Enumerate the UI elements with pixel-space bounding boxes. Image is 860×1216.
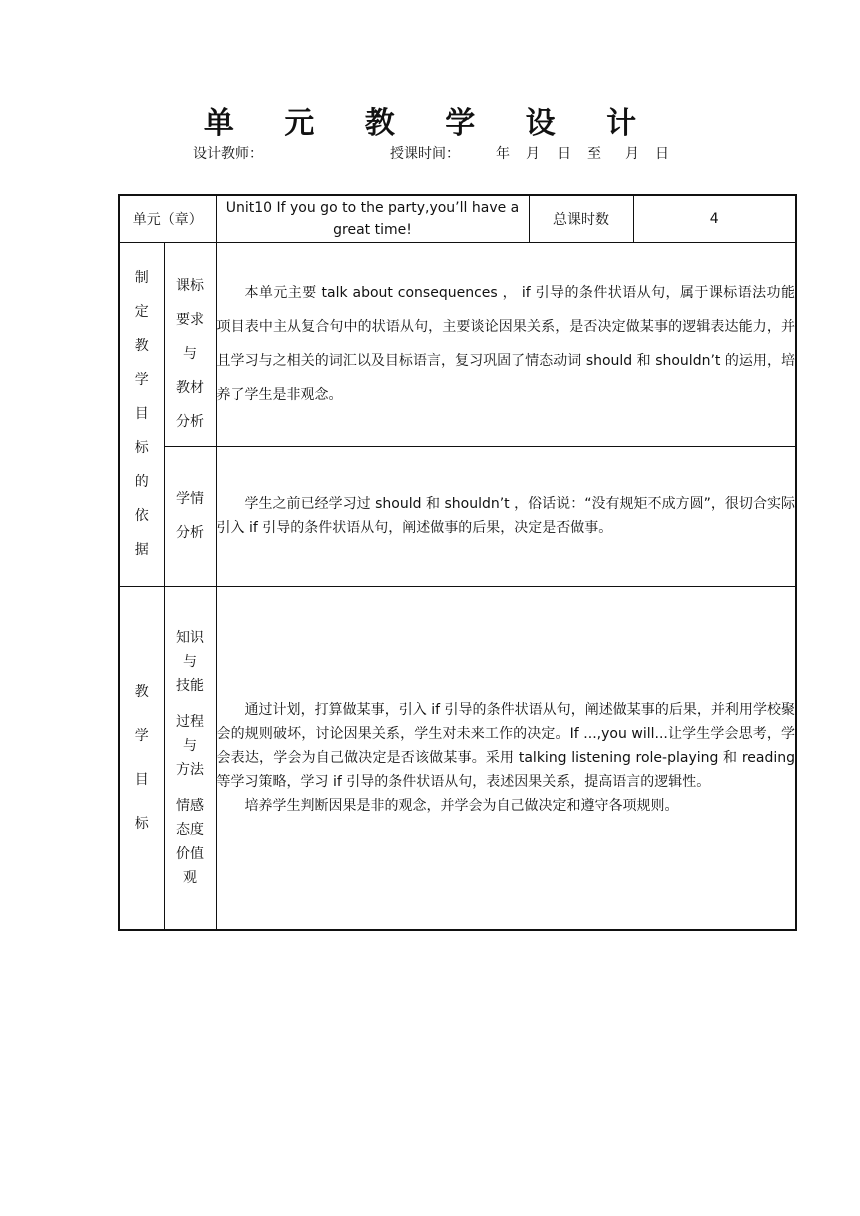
month-label: 月	[526, 146, 540, 162]
student-text-cell	[216, 446, 796, 586]
unit-title: Unit10 If you go to the party,you’ll have a great time!	[216, 195, 529, 242]
month2-label: 月	[625, 146, 639, 162]
total-hours-value: 4	[633, 195, 796, 242]
unit-label: 单元（章）	[119, 195, 216, 242]
teacher-label: 设计教师：	[193, 146, 263, 162]
total-hours-label: 总课时数	[529, 195, 633, 242]
goal-row	[119, 586, 796, 930]
day-label: 日	[557, 146, 571, 162]
curriculum-row	[119, 242, 796, 446]
page-title: 单 元 教 学 设 计	[203, 106, 657, 141]
to-label: 至	[587, 146, 601, 162]
unit-design-table	[118, 194, 797, 931]
goal-label: 教 学 目 标	[119, 586, 164, 930]
student-text: 学生之前已经学习过 should 和 shouldn’t ，俗话说：“没有规矩不成方圆”，很切合实际引入 if 引导的条件状语从句，阐述做事的后果，决定是否做事。	[216, 496, 795, 536]
basis-label: 制 定 教 学 目 标 的 依 据	[119, 242, 164, 586]
day2-label: 日	[655, 146, 669, 162]
curriculum-text-cell	[216, 242, 796, 446]
goal-text-cell	[216, 586, 796, 930]
goal-text-1: 通过计划，打算做某事，引入 if 引导的条件状语从句，阐述做某事的后果，并利用学校聚会的规则破坏，讨论因果关系，学生对未来工作的决定。If ...,you will...让学生学会思考，学会表达，学会为自己做决定是否该做某事。采用 talking listening role-playing 和 reading 等学习策略，学习 if 引导的条件状语从句，表述因果关系，提高语言的逻辑性。	[216, 701, 795, 790]
curriculum-label: 课标 要求 与 教材 分析	[164, 242, 216, 446]
time-label: 授课时间：	[390, 146, 460, 162]
year-label: 年	[496, 146, 510, 162]
goal-sub-label: 知识 与 技能 过程 与 方法 情感 态度 价值 观	[164, 586, 216, 930]
student-row	[119, 446, 796, 586]
student-label: 学情 分析	[164, 446, 216, 586]
goal-text-2: 培养学生判断因果是非的观念，并学会为自己做决定和遵守各项规则。	[244, 797, 679, 814]
curriculum-text: 本单元主要 talk about consequences ， if 引导的条件状语从句，属于课标语法功能项目表中主从复合句中的状语从句，主要谈论因果关系，是否决定做某事的逻辑表达能力，并且学习与之相关的词汇以及目标语言，复习巩固了情态动词 should 和 shouldn’t 的运用，培养了学生是非观念。	[216, 285, 795, 403]
unit-row	[119, 195, 796, 242]
